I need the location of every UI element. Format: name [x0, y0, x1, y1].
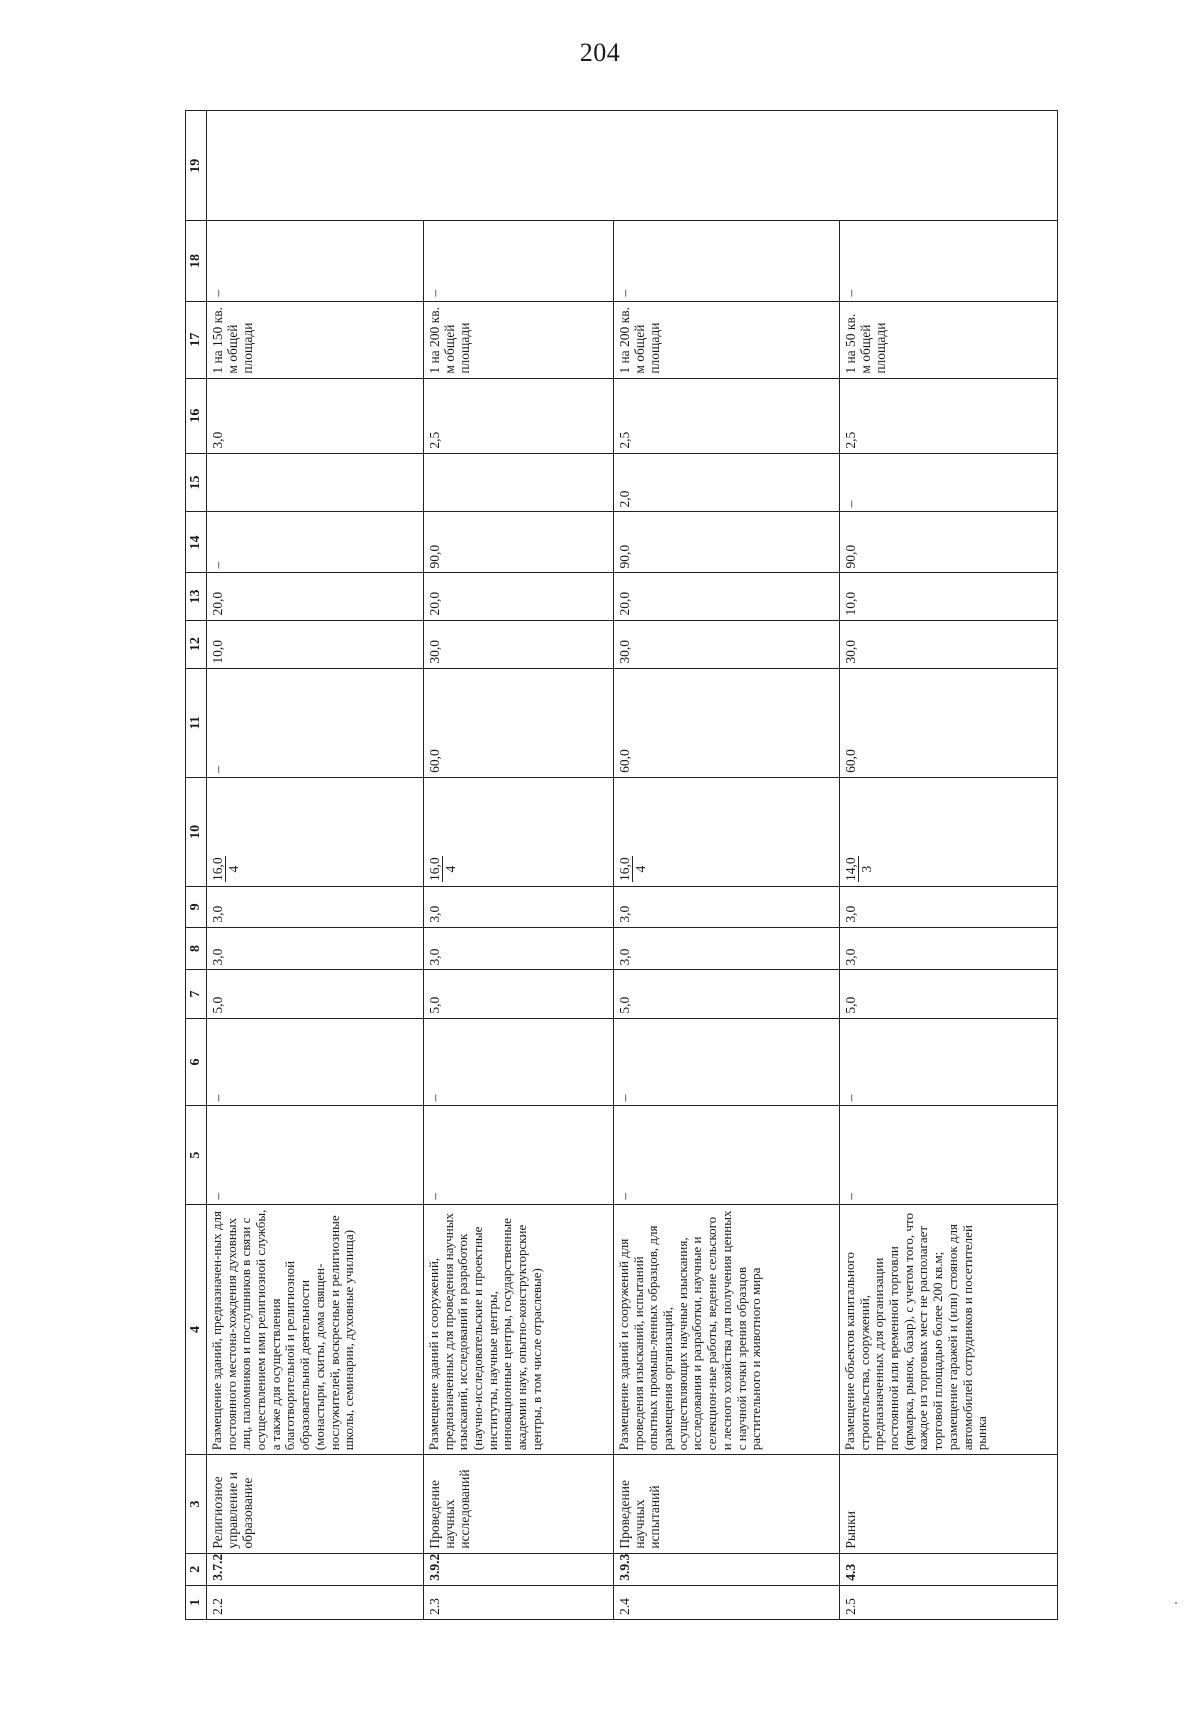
fraction-numerator: 16,0: [210, 857, 225, 881]
cell-col12: 30,0: [840, 620, 1058, 668]
cell-col14: 90,0: [840, 512, 1058, 573]
cell-col12: 30,0: [424, 620, 614, 668]
header-cell: 16: [186, 378, 207, 453]
cell-col7: 5,0: [840, 970, 1058, 1018]
rotated-table-frame: [185, 110, 1055, 1620]
header-cell: 18: [186, 221, 207, 301]
cell-col17: 1 на 50 кв. м общей площади: [840, 301, 1058, 378]
cell-col10: [207, 777, 424, 886]
cell-col16: 3,0: [207, 378, 424, 453]
header-cell: 10: [186, 777, 207, 886]
zone-code: 3.7.2: [207, 1553, 424, 1585]
cell-col11: 60,0: [840, 668, 1058, 777]
cell-col15: –: [840, 453, 1058, 512]
scan-speck: [1175, 1602, 1177, 1604]
regulations-table: [185, 110, 1058, 1620]
cell-col11: –: [207, 668, 424, 777]
use-description: Размещение объектов капитального строительства, сооружений, предназначенных для организации постоянной или временной торговли (ярмарка, рынок, базар), с учетом того, что каждое из торговых мест не располагает торговой площадью более 200 кв.м; размещение гаражей и (или) стоянок для автомобилей сотрудников и посетителей рынка: [840, 1204, 1058, 1454]
cell-col18: –: [614, 221, 840, 301]
fraction-denominator: 3: [859, 865, 875, 873]
cell-col8: 3,0: [424, 927, 614, 970]
cell-col13: 10,0: [840, 573, 1058, 620]
cell-col12: 30,0: [614, 620, 840, 668]
use-description: Размещение зданий, предназначен-ных для постоянного местона-хождения духовных лиц, паломников и послушников в связи с осуществлением ими религиозной службы, а также для осуществления благотворительной и религиозной образовательной деятельности (монастыри, скиты, дома священ-нослужителей, воскресные и религиозные школы, семинарии, духовные училища): [207, 1204, 424, 1454]
zone-code: 3.9.3: [614, 1553, 840, 1585]
row-number: 2.4: [614, 1585, 840, 1619]
header-cell: 15: [186, 453, 207, 512]
header-cell: 6: [186, 1018, 207, 1106]
row-number: 2.2: [207, 1585, 424, 1619]
table-row: [614, 111, 840, 1620]
row-number: 2.5: [840, 1585, 1058, 1619]
fraction-denominator: 4: [633, 865, 649, 873]
header-cell: 11: [186, 668, 207, 777]
fraction-numerator: 16,0: [427, 857, 442, 881]
cell-col14: 90,0: [614, 512, 840, 573]
header-cell: 12: [186, 620, 207, 668]
header-cell: 7: [186, 970, 207, 1018]
cell-col5: –: [840, 1106, 1058, 1204]
header-row: [186, 111, 207, 1620]
cell-col10: [424, 777, 614, 886]
header-cell: 5: [186, 1106, 207, 1204]
cell-col7: 5,0: [207, 970, 424, 1018]
cell-col9: 3,0: [207, 886, 424, 927]
header-cell: 1: [186, 1585, 207, 1619]
header-cell: 14: [186, 512, 207, 573]
cell-col11: 60,0: [614, 668, 840, 777]
cell-col18: –: [840, 221, 1058, 301]
cell-col5: –: [424, 1106, 614, 1204]
cell-col8: 3,0: [614, 927, 840, 970]
cell-col10: [840, 777, 1058, 886]
cell-col17: 1 на 200 кв. м общей площади: [424, 301, 614, 378]
cell-col14: –: [207, 512, 424, 573]
use-description: Размещение зданий и сооружений, предназначенных для проведения научных изысканий, исследований и разработок (научно-исследовательские и проектные институты, научные центры, инновационные центры, государственные академии наук, опытно-конструкторские центры, в том числе отраслевые): [424, 1204, 614, 1454]
header-cell: 2: [186, 1553, 207, 1585]
cell-col17: 1 на 150 кв. м общей площади: [207, 301, 424, 378]
zone-code: 4.3: [840, 1553, 1058, 1585]
zone-code: 3.9.2: [424, 1553, 614, 1585]
header-cell: 9: [186, 886, 207, 927]
cell-col8: 3,0: [840, 927, 1058, 970]
cell-col7: 5,0: [424, 970, 614, 1018]
cell-col18: –: [207, 221, 424, 301]
row-number: 2.3: [424, 1585, 614, 1619]
cell-col13: 20,0: [424, 573, 614, 620]
cell-col13: 20,0: [207, 573, 424, 620]
cell-col9: 3,0: [614, 886, 840, 927]
fraction: [617, 856, 648, 882]
cell-col17: 1 на 200 кв. м общей площади: [614, 301, 840, 378]
cell-col9: 3,0: [840, 886, 1058, 927]
cell-col16: 2,5: [424, 378, 614, 453]
use-name: Проведение научных исследований: [424, 1455, 614, 1553]
cell-col15: 2,0: [614, 453, 840, 512]
fraction: [843, 856, 874, 882]
use-name: Рынки: [840, 1455, 1058, 1553]
use-name: Проведение научных испытаний: [614, 1455, 840, 1553]
cell-col7: 5,0: [614, 970, 840, 1018]
cell-col10: [614, 777, 840, 886]
use-description: Размещение зданий и сооружений для проведения изысканий, испытаний опытных промыш-ленных образцов, для размещения организаций, осуществляющих научные изыскания, исследования и разработки, научные и селекцион-ные работы, ведение сельского и лесного хозяйства для получения ценных с научной точки зрения образцов растительного и животного мира: [614, 1204, 840, 1454]
cell-col5: –: [614, 1106, 840, 1204]
fraction-numerator: 16,0: [617, 857, 632, 881]
cell-col6: –: [424, 1018, 614, 1106]
use-name: Религиозное управление и образование: [207, 1455, 424, 1553]
cell-col15: [424, 453, 614, 512]
cell-col19: [207, 111, 1058, 221]
fraction-denominator: 4: [226, 865, 242, 873]
fraction: [210, 856, 241, 882]
fraction-numerator: 14,0: [843, 857, 858, 881]
cell-col18: –: [424, 221, 614, 301]
table-row: [207, 111, 424, 1620]
header-cell: 13: [186, 573, 207, 620]
page-number: 204: [579, 38, 621, 67]
cell-col14: 90,0: [424, 512, 614, 573]
cell-col6: –: [614, 1018, 840, 1106]
cell-col13: 20,0: [614, 573, 840, 620]
header-cell: 17: [186, 301, 207, 378]
cell-col6: –: [207, 1018, 424, 1106]
cell-col15: [207, 453, 424, 512]
cell-col5: –: [207, 1106, 424, 1204]
fraction-denominator: 4: [443, 865, 459, 873]
rotated-table-canvas: [185, 110, 1055, 1620]
cell-col12: 10,0: [207, 620, 424, 668]
header-cell: 19: [186, 111, 207, 221]
cell-col6: –: [840, 1018, 1058, 1106]
cell-col16: 2,5: [840, 378, 1058, 453]
header-cell: 4: [186, 1204, 207, 1454]
cell-col9: 3,0: [424, 886, 614, 927]
cell-col16: 2,5: [614, 378, 840, 453]
cell-col11: 60,0: [424, 668, 614, 777]
table-row: [840, 111, 1058, 1620]
fraction: [427, 856, 458, 882]
header-cell: 8: [186, 927, 207, 970]
table-row: [424, 111, 614, 1620]
header-cell: 3: [186, 1455, 207, 1553]
cell-col8: 3,0: [207, 927, 424, 970]
